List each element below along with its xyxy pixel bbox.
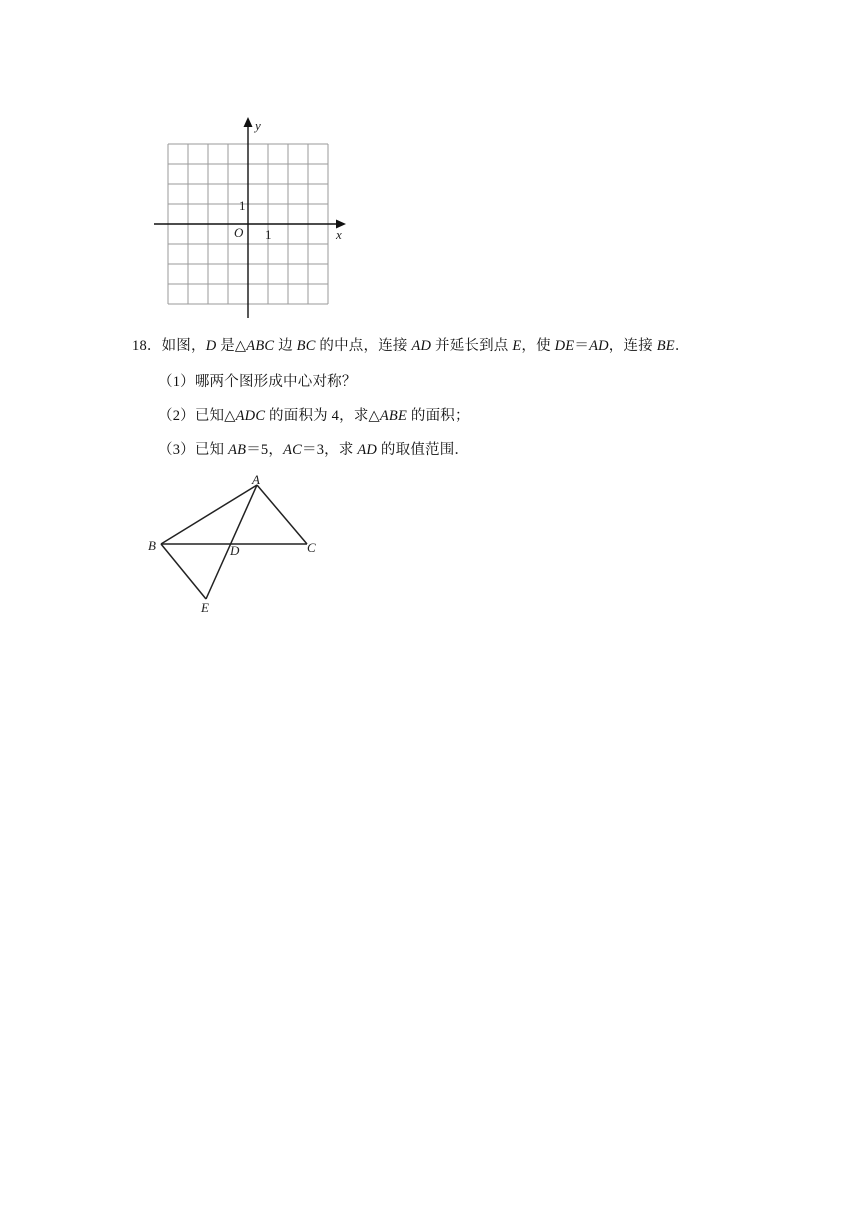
point-C-label: C — [307, 540, 316, 555]
sub-question-1-text: （1）哪两个图形成中心对称？ — [158, 374, 357, 390]
segment-AE — [206, 485, 257, 599]
x-axis-label: x — [336, 227, 342, 242]
sub2-text: （2）已知△ — [158, 408, 236, 424]
stem-text: 并延长到点 — [431, 338, 513, 354]
stem-var: D — [205, 338, 217, 354]
sub3-text: （3）已知 — [158, 442, 229, 458]
question-number: 18． — [132, 338, 162, 354]
stem-text: ． — [674, 338, 690, 354]
point-E-label: E — [201, 600, 209, 615]
y-axis-arrow — [244, 117, 253, 127]
sub3-text: ＝5， — [246, 442, 284, 458]
sub2-text: 的面积； — [407, 408, 470, 424]
stem-text: 的中点，连接 — [315, 338, 412, 354]
stem-var: BE — [656, 338, 675, 354]
sub2-var: ADC — [235, 408, 266, 424]
stem-var: ABC — [246, 338, 275, 354]
stem-text: ＝ — [574, 338, 590, 354]
stem-var: BC — [296, 338, 316, 354]
sub2-var: ABE — [379, 408, 408, 424]
stem-text: 边 — [274, 338, 297, 354]
point-D-label: D — [230, 543, 240, 558]
stem-text: 如图， — [161, 338, 206, 354]
stem-var: DE — [554, 338, 575, 354]
sub3-text: 的取值范围． — [377, 442, 470, 458]
question-18-stem — [132, 336, 690, 356]
point-B-label: B — [148, 538, 156, 553]
triangle-figure — [140, 470, 330, 620]
origin-label: O — [234, 225, 244, 240]
stem-text: ，连接 — [608, 338, 657, 354]
unit-y-label: 1 — [239, 198, 246, 213]
point-A-label: A — [252, 472, 260, 487]
segment-BE — [161, 544, 206, 599]
segment-AC — [257, 485, 307, 544]
unit-x-label: 1 — [265, 227, 272, 242]
stem-text: ，使 — [521, 338, 555, 354]
sub2-text: 的面积为 4，求△ — [265, 408, 380, 424]
coordinate-grid-figure — [150, 112, 350, 322]
sub-question-2 — [158, 406, 470, 426]
sub-question-3 — [158, 440, 469, 460]
sub-question-1 — [158, 372, 357, 392]
stem-var: E — [512, 338, 522, 354]
triangle-svg — [140, 470, 330, 620]
sub3-var: AB — [228, 442, 247, 458]
stem-text: 是△ — [216, 338, 247, 354]
sub3-var: AD — [357, 442, 378, 458]
stem-var: AD — [411, 338, 432, 354]
y-axis-label: y — [255, 118, 261, 133]
coordinate-grid-svg — [150, 112, 350, 322]
sub3-var: AC — [283, 442, 302, 458]
stem-var: AD — [589, 338, 609, 354]
segment-BA — [161, 485, 257, 544]
sub3-text: ＝3，求 — [302, 442, 358, 458]
